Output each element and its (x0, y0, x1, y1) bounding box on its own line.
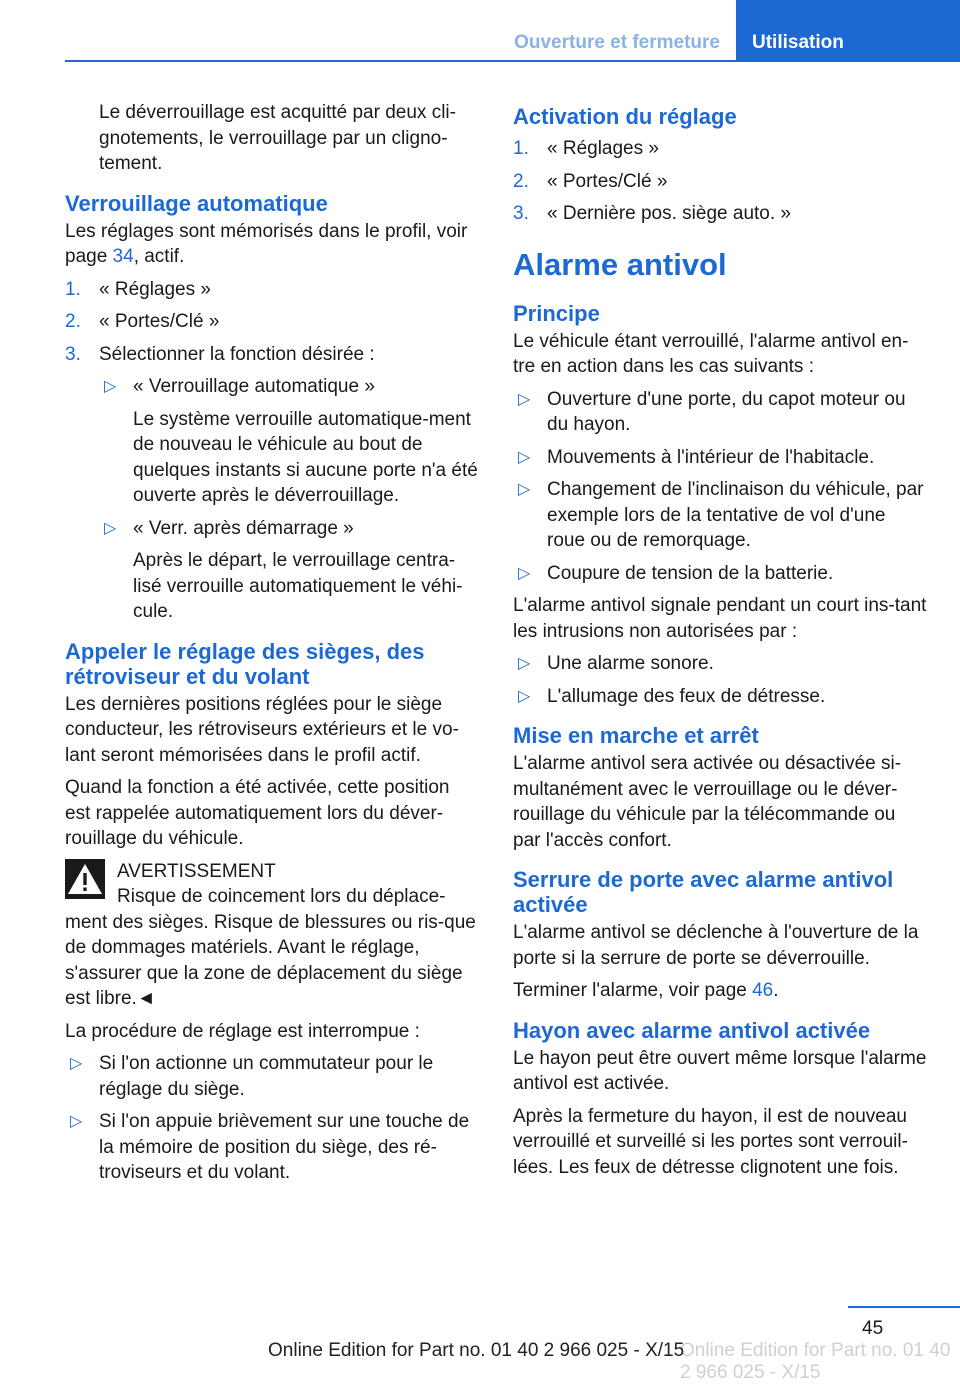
triangle-bullet-icon: ▷ (70, 1113, 83, 1130)
heading-activation: Activation du réglage (513, 104, 737, 129)
triangle-bullet-icon: ▷ (518, 687, 531, 705)
triangle-bullet-icon: ▷ (518, 481, 531, 498)
list-item: 2. « Portes/Clé » (513, 170, 668, 192)
list-item: 1. « Réglages » (65, 278, 211, 300)
seat-paragraph-3: La procédure de réglage est interrompue : (65, 1020, 420, 1042)
warning-box (65, 859, 480, 1012)
list-item: ▷ L'allumage des feux de détresse. (513, 684, 928, 710)
list-item: 1. « Réglages » (513, 138, 659, 159)
heading-door-lock: Serrure de porte avec alarme antivol activée (513, 867, 894, 917)
lock-paragraph-1: L'alarme antivol se déclenche à l'ouverture de la porte si la serrure de porte se déverrouille. (513, 922, 919, 969)
page-link-34[interactable]: 34 (112, 246, 134, 267)
list-item: ▷ Si l'on actionne un commutateur pour le réglage du siège. (70, 1053, 434, 1100)
warning-triangle-icon (65, 859, 105, 899)
seat-paragraph-2: Quand la fonction a été activée, cette position est rappelée automatiquement lors du déver-rouillage du véhicule. (65, 777, 450, 849)
interrupt-list (65, 1051, 480, 1186)
triangle-bullet-icon: ▷ (518, 448, 531, 466)
heading-tailgate: Hayon avec alarme antivol activée (513, 1017, 871, 1043)
left-column (65, 100, 480, 1193)
page-header (65, 0, 960, 62)
list-item: ▷ Changement de l'inclinaison du véhicule, par exemple lors de la tentative de vol d'une roue ou de remorquage. (518, 479, 924, 551)
right-column (513, 100, 928, 1187)
triangle-bullet-icon: ▷ (104, 519, 117, 537)
list-item: ▷ « Verr. après démarrage » Après le départ, le verrouillage centra-lisé verrouille automatiquement le véhi-cule. (104, 517, 463, 622)
page-link-46[interactable]: 46 (752, 980, 774, 1001)
activation-steps (513, 136, 928, 227)
intro-paragraph: Le déverrouillage est acquitté par deux cli-gnotements, le verrouillage par un cligno-tement. (99, 102, 456, 174)
footer-edition: Online Edition for Part no. 01 40 2 966 025 - X/15 (268, 1340, 685, 1361)
auto-lock-text: Les réglages sont mémorisés dans le profil, voir page 34, actif. (65, 220, 468, 267)
triangle-bullet-icon: ▷ (518, 390, 531, 408)
warning-title: AVERTISSEMENT (117, 860, 276, 882)
principle-paragraph-1: Le véhicule étant verrouillé, l'alarme antivol en-tre en action dans les cas suivants : (513, 330, 909, 377)
heading-on-off: Mise en marche et arrêt (513, 723, 759, 748)
tailgate-paragraph-2: Après la fermeture du hayon, il est de nouveau verrouillé et surveillé si les portes sont verrouil-lées. Les feux de détresse clignotent une fois. (513, 1105, 908, 1178)
heading-auto-lock: Verrouillage automatique (65, 190, 328, 216)
section-tab: Utilisation (736, 0, 960, 60)
signal-list (513, 651, 928, 709)
heading-principle: Principe (513, 300, 600, 326)
lock-paragraph-2: Terminer l'alarme, voir page 46. (513, 980, 779, 1001)
watermark: Online Edition for Part no. 01 40 2 966 025 - X/15 (680, 1340, 951, 1383)
trigger-list (513, 387, 928, 587)
onoff-paragraph: L'alarme antivol sera activée ou désactivée si-multanément avec le verrouillage ou le déver-rouillage du véhicule par la télécommande ou par l'accès confort. (513, 753, 902, 851)
list-item: ▷ Coupure de tension de la batterie. (513, 561, 928, 587)
list-item: 2. « Portes/Clé » (65, 311, 220, 332)
triangle-bullet-icon: ▷ (518, 655, 531, 672)
page-number: 45 (862, 1318, 884, 1339)
triangle-bullet-icon: ▷ (104, 378, 117, 395)
triangle-bullet-icon: ▷ (518, 564, 531, 582)
chapter-title: Ouverture et fermeture (514, 32, 720, 53)
list-item: ▷ Une alarme sonore. (513, 651, 928, 677)
heading-seat-recall: Appeler le réglage des sièges, des rétroviseur et du volant (65, 638, 425, 689)
tailgate-paragraph-1: Le hayon peut être ouvert même lorsque l'alarme antivol est activée. (513, 1047, 927, 1094)
seat-paragraph-1: Les dernières positions réglées pour le siège conducteur, les rétroviseurs extérieurs et le vo-lant seront mémorisées dans le profil actif. (65, 693, 459, 766)
list-item: 3. « Dernière pos. siège auto. » (513, 203, 791, 224)
list-item: ▷ Ouverture d'une porte, du capot moteur ou du hayon. (518, 388, 906, 435)
footer-rule (848, 1306, 960, 1308)
list-item: ▷ Si l'on appuie brièvement sur une touche de la mémoire de position du siège, des ré-troviseurs et du volant. (70, 1111, 470, 1183)
auto-lock-options (99, 374, 480, 625)
heading-alarm: Alarme antivol (513, 246, 727, 282)
warning-line: Risque de coincement lors du déplace- (117, 886, 446, 907)
list-item: ▷ « Verrouillage automatique » Le système verrouille automatique-ment de nouveau le véhicule au bout de quelques instants si aucune porte n'a été ouverte après le déverrouillage. (104, 376, 478, 506)
warning-text: ment des sièges. Risque de blessures ou ris-que de dommages matériels. Avant le réglage, s'assurer que la zone de déplacement du siège est libre.◄ (65, 911, 476, 1009)
list-item: 3. Sélectionner la fonction désirée : ▷ « Verrouillage automatique » Le système verrouille automatique-ment de nouveau le véhicule au bout de quelques instants si aucune porte n'a été ouverte après le déverrouillage. ▷ « Verr. après démarrage » Après le départ, le verrouillage centra-lisé verrouille automatiquement le véhi-cule. (65, 342, 480, 625)
auto-lock-steps (65, 277, 480, 625)
triangle-bullet-icon: ▷ (70, 1055, 83, 1072)
principle-paragraph-2: L'alarme antivol signale pendant un court ins-tant les intrusions non autorisées par : (513, 595, 927, 642)
list-item: ▷ Mouvements à l'intérieur de l'habitacle. (513, 445, 928, 471)
